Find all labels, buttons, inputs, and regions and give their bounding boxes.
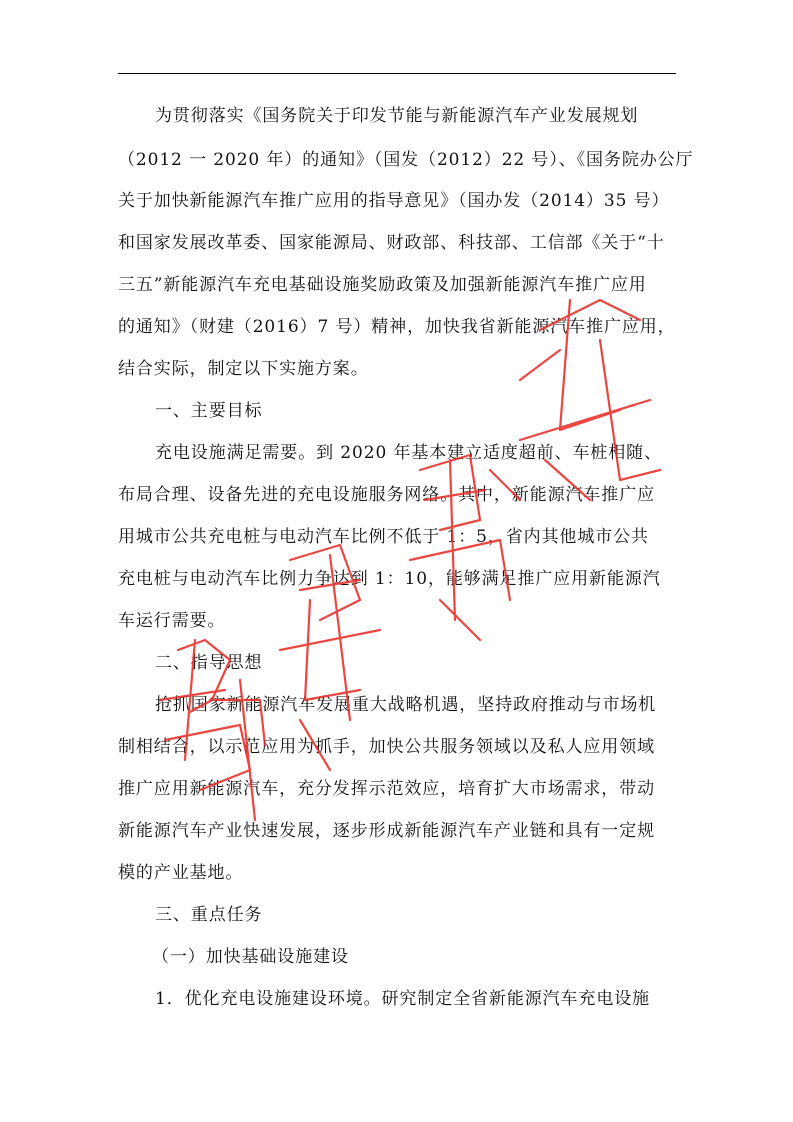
paragraph-line: 1．优化充电设施建设环境。研究制定全省新能源汽车充电设施 bbox=[155, 989, 651, 1009]
paragraph-line: 为贯彻落实《国务院关于印发节能与新能源汽车产业发展规划 bbox=[155, 106, 639, 126]
paragraph-line: 车运行需要。 bbox=[118, 611, 226, 631]
paragraph-line: 制相结合，以示范应用为抓手，加快公共服务领域以及私人应用领域 bbox=[118, 737, 655, 757]
subsection-heading: （一）加快基础设施建设 bbox=[152, 947, 349, 967]
paragraph-line: 模的产业基地。 bbox=[118, 863, 244, 883]
paragraph-line: 三五”新能源汽车充电基础设施奖励政策及加强新能源汽车推广应用 bbox=[118, 275, 647, 295]
paragraph-line: 布局合理、设备先进的充电设施服务网络。其中，新能源汽车推广应 bbox=[118, 485, 655, 505]
header-rule bbox=[118, 73, 676, 74]
section-heading: 二、指导思想 bbox=[155, 653, 263, 673]
paragraph-line: 充电桩与电动汽车比例力争达到 1：10，能够满足推广应用新能源汽 bbox=[118, 569, 661, 589]
paragraph-line: 的通知》（财建（2016）7 号）精神，加快我省新能源汽车推广应用， bbox=[118, 317, 676, 337]
paragraph-line: 推广应用新能源汽车，充分发挥示范效应，培育扩大市场需求，带动 bbox=[118, 779, 655, 799]
paragraph-line: 结合实际，制定以下实施方案。 bbox=[118, 359, 369, 379]
paragraph-line: 抢抓国家新能源汽车发展重大战略机遇，坚持政府推动与市场机 bbox=[155, 695, 657, 715]
paragraph-line: 充电设施满足需要。到 2020 年基本建立适度超前、车桩相随、 bbox=[155, 443, 662, 463]
paragraph-line: 用城市公共充电桩与电动汽车比例不低于 1：5，省内其他城市公共 bbox=[118, 527, 649, 547]
section-heading: 一、主要目标 bbox=[155, 401, 263, 421]
section-heading: 三、重点任务 bbox=[155, 905, 263, 925]
paragraph-line: 关于加快新能源汽车推广应用的指导意见》（国办发（2014）35 号） bbox=[118, 191, 670, 211]
paragraph-line: 新能源汽车产业快速发展，逐步形成新能源汽车产业链和具有一定规 bbox=[118, 821, 655, 841]
paragraph-line: （2012 一 2020 年）的通知》（国发（2012）22 号）、《国务院办公厅 bbox=[118, 150, 694, 170]
paragraph-line: 和国家发展改革委、国家能源局、财政部、科技部、工信部《关于“十 bbox=[118, 233, 665, 253]
